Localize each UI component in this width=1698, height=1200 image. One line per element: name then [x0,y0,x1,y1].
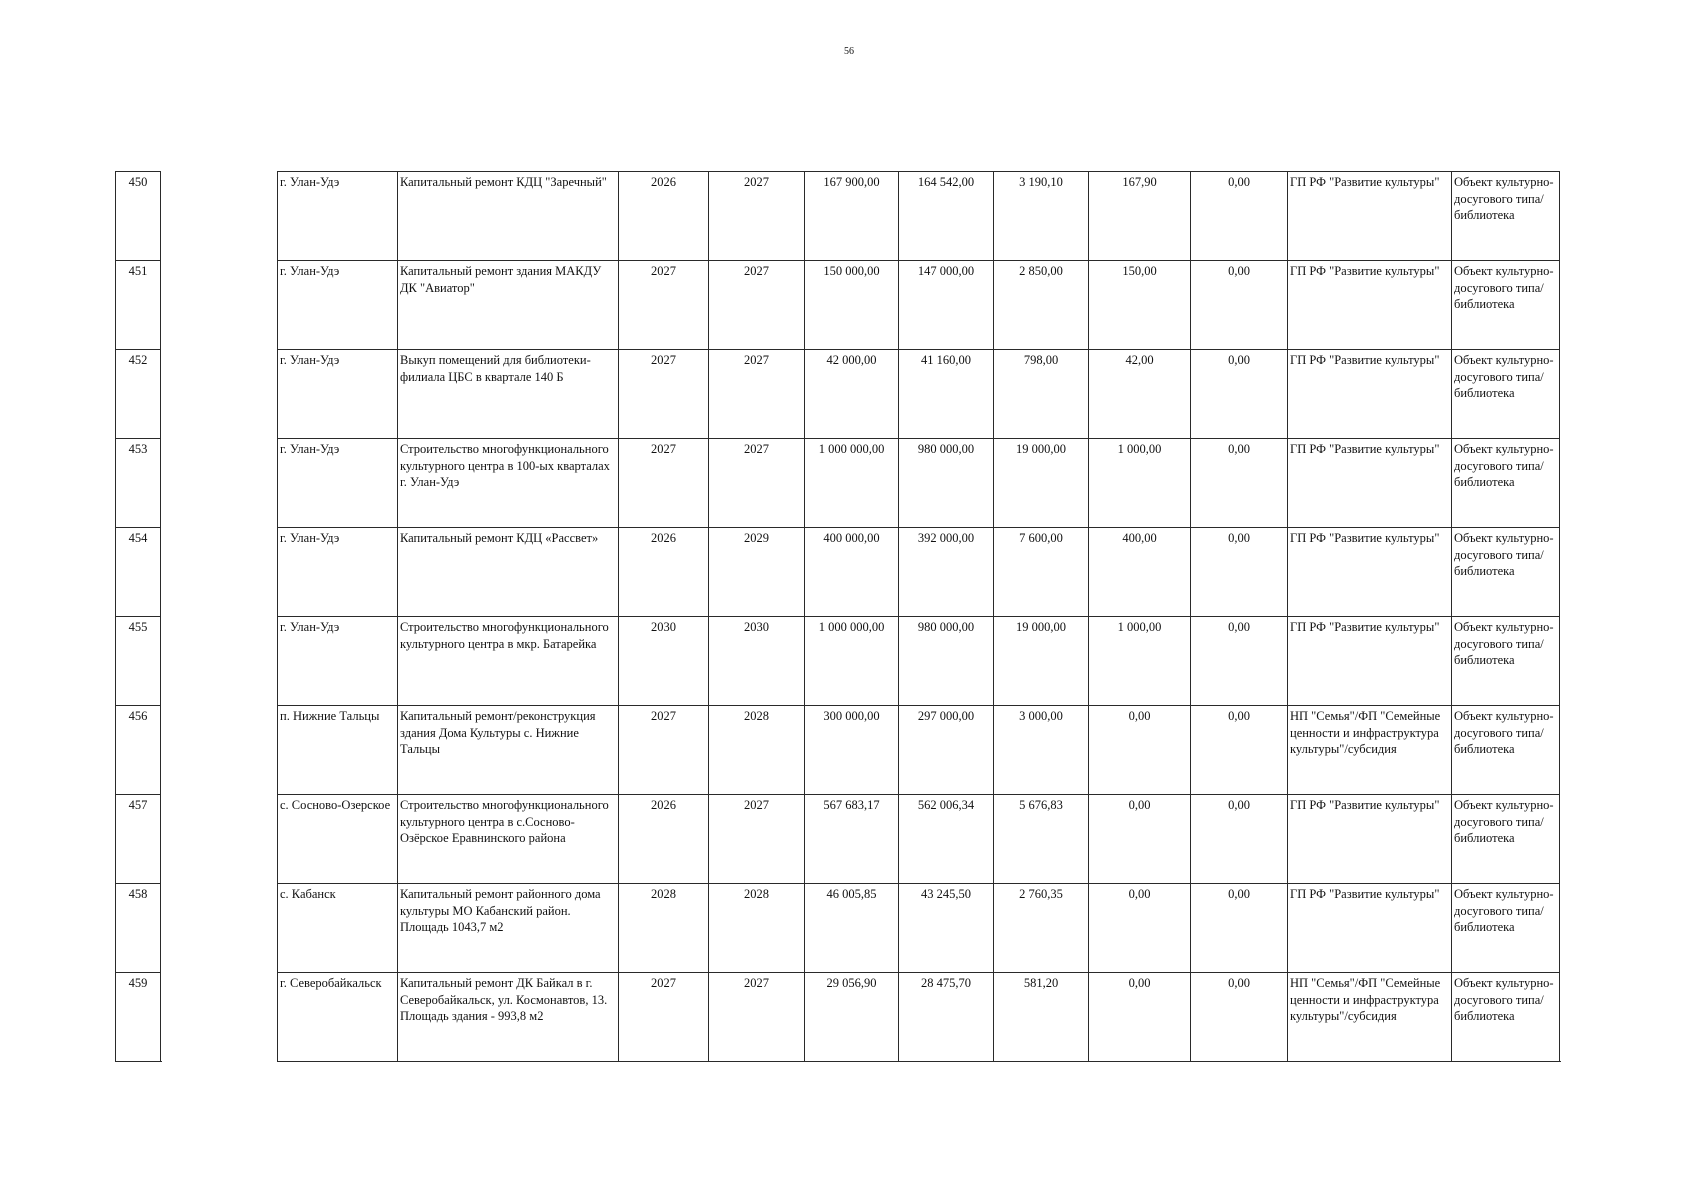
object-name-cell: Капитальный ремонт районного дома культуры МО Кабанский район. Площадь 1043,7 м2 [397,883,618,972]
location-cell: г. Улан-Удэ [277,260,397,349]
start-year-cell: 2026 [618,527,708,616]
federal-funds-cell: 980 000,00 [898,616,993,705]
location-cell: г. Улан-Удэ [277,171,397,260]
end-year-cell: 2027 [708,349,804,438]
row-number-cell: 456 [115,705,161,794]
extra-funds-cell: 0,00 [1190,171,1287,260]
municipal-funds-cell: 42,00 [1088,349,1190,438]
program-cell: ГП РФ "Развитие культуры" [1287,616,1451,705]
regional-funds-cell: 2 850,00 [993,260,1088,349]
municipal-funds-cell: 1 000,00 [1088,616,1190,705]
total-cost-cell: 1 000 000,00 [804,616,898,705]
start-year-cell: 2027 [618,972,708,1061]
location-cell: г. Улан-Удэ [277,349,397,438]
row-number-cell: 451 [115,260,161,349]
total-cost-cell: 167 900,00 [804,171,898,260]
object-name-cell: Капитальный ремонт здания МАКДУ ДК "Авиатор" [397,260,618,349]
extra-funds-cell: 0,00 [1190,616,1287,705]
total-cost-cell: 400 000,00 [804,527,898,616]
total-cost-cell: 150 000,00 [804,260,898,349]
regional-funds-cell: 798,00 [993,349,1088,438]
municipal-funds-cell: 167,90 [1088,171,1190,260]
table-bottom-border-main [277,1061,1561,1062]
object-name-cell: Капитальный ремонт ДК Байкал в г. Северобайкальск, ул. Космонавтов, 13. Площадь здания - 993,8 м2 [397,972,618,1061]
municipal-funds-cell: 0,00 [1088,972,1190,1061]
end-year-cell: 2027 [708,794,804,883]
row-number-cell: 455 [115,616,161,705]
federal-funds-cell: 28 475,70 [898,972,993,1061]
row-number-cell: 457 [115,794,161,883]
end-year-cell: 2028 [708,883,804,972]
extra-funds-cell: 0,00 [1190,705,1287,794]
federal-funds-cell: 147 000,00 [898,260,993,349]
object-name-cell: Строительство многофункционального культурного центра в с.Сосново-Озёрское Еравнинского района [397,794,618,883]
object-name-cell: Капитальный ремонт КДЦ «Рассвет» [397,527,618,616]
row-number-cell: 453 [115,438,161,527]
regional-funds-cell: 7 600,00 [993,527,1088,616]
object-type-cell: Объект культурно-досугового типа/библиотека [1451,527,1560,616]
program-cell: НП "Семья"/ФП "Семейные ценности и инфраструктура культуры"/субсидия [1287,972,1451,1061]
start-year-cell: 2027 [618,705,708,794]
federal-funds-cell: 43 245,50 [898,883,993,972]
row-number-cell: 452 [115,349,161,438]
location-cell: с. Кабанск [277,883,397,972]
total-cost-cell: 567 683,17 [804,794,898,883]
end-year-cell: 2027 [708,260,804,349]
object-name-cell: Выкуп помещений для библиотеки-филиала ЦБС в квартале 140 Б [397,349,618,438]
federal-funds-cell: 980 000,00 [898,438,993,527]
start-year-cell: 2026 [618,171,708,260]
row-number-cell: 454 [115,527,161,616]
object-type-cell: Объект культурно-досугового типа/библиотека [1451,438,1560,527]
extra-funds-cell: 0,00 [1190,972,1287,1061]
federal-funds-cell: 297 000,00 [898,705,993,794]
extra-funds-cell: 0,00 [1190,438,1287,527]
end-year-cell: 2027 [708,972,804,1061]
regional-funds-cell: 5 676,83 [993,794,1088,883]
location-cell: г. Северобайкальск [277,972,397,1061]
municipal-funds-cell: 0,00 [1088,883,1190,972]
object-type-cell: Объект культурно-досугового типа/библиотека [1451,883,1560,972]
federal-funds-cell: 562 006,34 [898,794,993,883]
total-cost-cell: 29 056,90 [804,972,898,1061]
municipal-funds-cell: 0,00 [1088,794,1190,883]
municipal-funds-cell: 150,00 [1088,260,1190,349]
federal-funds-cell: 164 542,00 [898,171,993,260]
federal-funds-cell: 41 160,00 [898,349,993,438]
object-name-cell: Строительство многофункционального культурного центра в 100-ых кварталах г. Улан-Удэ [397,438,618,527]
federal-funds-cell: 392 000,00 [898,527,993,616]
end-year-cell: 2030 [708,616,804,705]
regional-funds-cell: 19 000,00 [993,616,1088,705]
program-cell: НП "Семья"/ФП "Семейные ценности и инфраструктура культуры"/субсидия [1287,705,1451,794]
end-year-cell: 2027 [708,438,804,527]
regional-funds-cell: 19 000,00 [993,438,1088,527]
program-cell: ГП РФ "Развитие культуры" [1287,438,1451,527]
regional-funds-cell: 3 190,10 [993,171,1088,260]
extra-funds-cell: 0,00 [1190,260,1287,349]
object-type-cell: Объект культурно-досугового типа/библиотека [1451,705,1560,794]
program-cell: ГП РФ "Развитие культуры" [1287,883,1451,972]
total-cost-cell: 300 000,00 [804,705,898,794]
municipal-funds-cell: 400,00 [1088,527,1190,616]
location-cell: г. Улан-Удэ [277,438,397,527]
program-cell: ГП РФ "Развитие культуры" [1287,171,1451,260]
regional-funds-cell: 581,20 [993,972,1088,1061]
start-year-cell: 2027 [618,349,708,438]
object-type-cell: Объект культурно-досугового типа/библиотека [1451,171,1560,260]
regional-funds-cell: 3 000,00 [993,705,1088,794]
table-bottom-border-left [115,1061,162,1062]
total-cost-cell: 42 000,00 [804,349,898,438]
row-number-cell: 450 [115,171,161,260]
row-number-cell: 459 [115,972,161,1061]
program-cell: ГП РФ "Развитие культуры" [1287,794,1451,883]
program-cell: ГП РФ "Развитие культуры" [1287,349,1451,438]
total-cost-cell: 46 005,85 [804,883,898,972]
end-year-cell: 2029 [708,527,804,616]
object-name-cell: Строительство многофункционального культурного центра в мкр. Батарейка [397,616,618,705]
object-type-cell: Объект культурно-досугового типа/библиотека [1451,349,1560,438]
start-year-cell: 2026 [618,794,708,883]
program-cell: ГП РФ "Развитие культуры" [1287,260,1451,349]
row-number-cell: 458 [115,883,161,972]
start-year-cell: 2030 [618,616,708,705]
municipal-funds-cell: 1 000,00 [1088,438,1190,527]
object-type-cell: Объект культурно-досугового типа/библиотека [1451,260,1560,349]
end-year-cell: 2028 [708,705,804,794]
program-cell: ГП РФ "Развитие культуры" [1287,527,1451,616]
extra-funds-cell: 0,00 [1190,527,1287,616]
page-number: 56 [844,46,854,57]
object-type-cell: Объект культурно-досугового типа/библиотека [1451,794,1560,883]
location-cell: г. Улан-Удэ [277,616,397,705]
start-year-cell: 2028 [618,883,708,972]
object-type-cell: Объект культурно-досугового типа/библиотека [1451,616,1560,705]
start-year-cell: 2027 [618,260,708,349]
object-type-cell: Объект культурно-досугового типа/библиотека [1451,972,1560,1061]
location-cell: г. Улан-Удэ [277,527,397,616]
extra-funds-cell: 0,00 [1190,883,1287,972]
end-year-cell: 2027 [708,171,804,260]
extra-funds-cell: 0,00 [1190,349,1287,438]
location-cell: п. Нижние Тальцы [277,705,397,794]
extra-funds-cell: 0,00 [1190,794,1287,883]
location-cell: с. Сосново-Озерское [277,794,397,883]
regional-funds-cell: 2 760,35 [993,883,1088,972]
start-year-cell: 2027 [618,438,708,527]
object-name-cell: Капитальный ремонт/реконструкция здания Дома Культуры с. Нижние Тальцы [397,705,618,794]
total-cost-cell: 1 000 000,00 [804,438,898,527]
municipal-funds-cell: 0,00 [1088,705,1190,794]
object-name-cell: Капитальный ремонт КДЦ "Заречный" [397,171,618,260]
